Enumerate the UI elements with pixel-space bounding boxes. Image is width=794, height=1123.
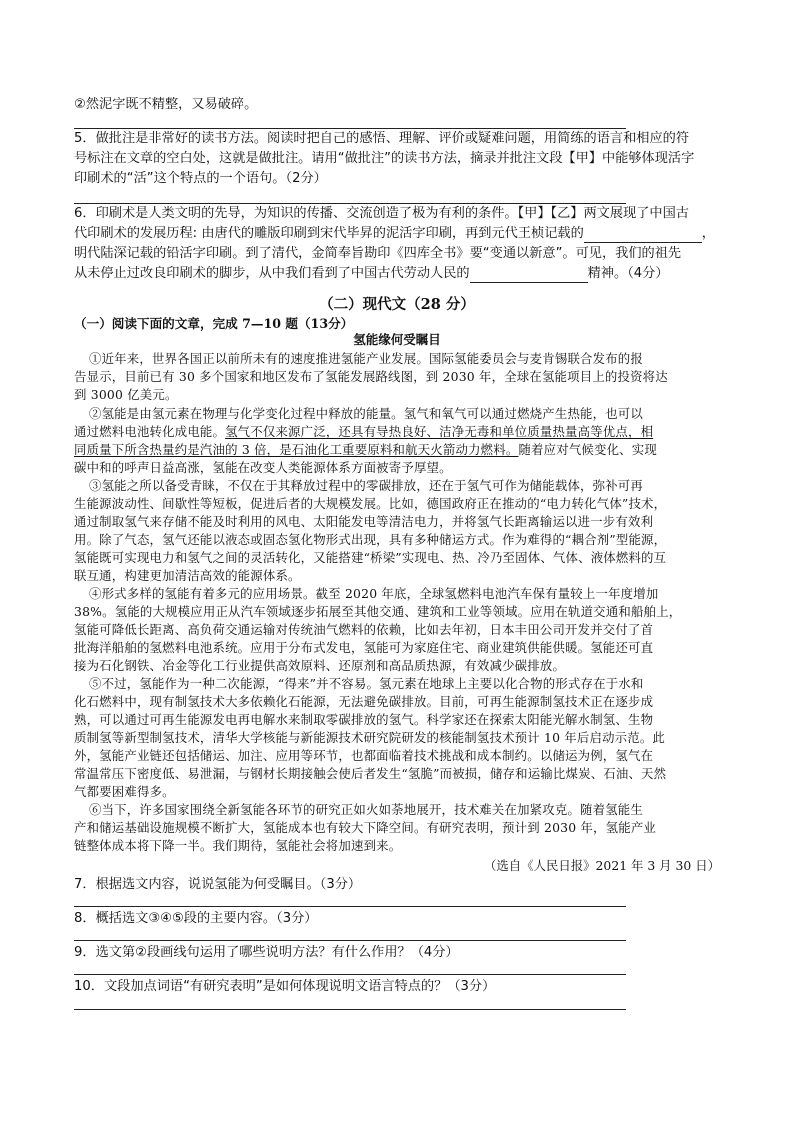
q6-line-2-end: ， — [701, 226, 715, 241]
underlined-sentence: 氢气不仅来源广泛，还具有导热良好、洁净无毒和单位质量热量高等优点，相 — [225, 424, 654, 439]
q6-line-2 — [74, 225, 715, 243]
article-p1-line: 到 3000 亿美元。 — [74, 387, 178, 402]
article-title: 氢能缘何受瞩目 — [353, 332, 441, 347]
q6-line-2-text: 代印刷术的发展历程: 由唐代的雕版印刷到宋代毕昇的泥活字印刷，再到元代王桢记载的 — [74, 226, 584, 241]
answer-rule[interactable] — [74, 906, 626, 907]
article-p3-line: 通过制取氢气来存储不能及时利用的风电、太阳能发电等清洁电力，并将氢气长距离输运以进一步有效利 — [74, 514, 654, 529]
q6-line-4 — [74, 265, 669, 283]
q6-line-3: 明代陆深记载的铅活字印刷。到了清代，金简奉旨勘印《四库全书》要“变通以新意”。可见，我们的祖先 — [74, 246, 682, 261]
q10-text: 10．文段加点词语“有研究表明”是如何体现说明文语言特点的？（3分） — [74, 979, 496, 994]
q6-line-4-end: 精神。（4分） — [587, 266, 669, 281]
article-p5-line: 化石燃料中，现有制氢技术大多依赖化石能源，无法避免碳排放。目前，可再生能源制氢技术正在逐步成 — [74, 694, 654, 709]
section-title: （二）现代文（28 分） — [319, 296, 475, 313]
article-p5-line: 外，氢能产业链还包括储运、加注、应用等环节，也都面临着技术挑战和成本制约。以储运为例，氢气在 — [74, 748, 654, 763]
article-p5-line: 常温常压下密度低、易泄漏，与钢材长期接触会使后者发生“氢脆”而被损，储存和运输比煤炭、石油、天然 — [74, 766, 667, 781]
article-p5-line: 质制氢等新型制氢技术，清华大学核能与新能源技术研究院研发的核能制氢技术预计 10 年后启动示范。此 — [74, 730, 666, 745]
article-source: （选自《人民日报》2021 年 3 月 30 日） — [484, 858, 720, 873]
article-p6-line: 产和储运基础设施规模不断扩大，氢能成本也有较大下降空间。有研究表明，预计到 2030 年，氢能产业 — [74, 820, 657, 835]
q9-text: 9．选文第②段画线句运用了哪些说明方法？有什么作用？（4分） — [74, 945, 459, 960]
answer-rule[interactable] — [74, 974, 626, 975]
article-p4-line: 氢能可降低长距离、高负荷交通运输对传统油气燃料的依赖，比如去年初，日本丰田公司开发并交付了首 — [74, 622, 654, 637]
answer-rule[interactable] — [74, 1009, 626, 1010]
answer-rule — [74, 128, 626, 129]
p2-text: 通过燃料电池转化成电能。 — [74, 424, 226, 439]
article-p2-line — [74, 423, 653, 441]
article-p4-line: 接为石化钢铁、冶金等化工行业提供高效原料、还原剂和高品质热源，有效减少碳排放。 — [74, 658, 566, 673]
article-p4-line: ④形式多样的氢能有着多元的应用场景。截至 2020 年底，全球氢燃料电池汽车保有量较上一年度增加 — [89, 586, 659, 601]
q7-text: 7．根据选文内容，说说氢能为何受瞩目。（3分） — [74, 877, 362, 892]
q5-line-3: 印刷术的“活”这个特点的一个语句。（2分） — [74, 171, 327, 186]
article-p3-line: 生能源波动性、间歇性等短板，促进后者的大规模发展。比如，德国政府正在推动的“电力转化气体”技术， — [74, 496, 667, 511]
article-p2-line: 碳中和的呼声日益高涨，氢能在改变人类能源体系方面被寄予厚望。 — [74, 460, 452, 475]
answer-rule — [74, 203, 626, 204]
article-p2-line: ②氢能是由氢元素在物理与化学变化过程中释放的能量。氢气和氧气可以通过燃烧产生热能，也可以 — [89, 406, 643, 421]
fill-blank[interactable] — [584, 228, 702, 243]
fill-blank[interactable] — [470, 268, 588, 283]
article-p4-line: 批海洋船舶的氢燃料电池系统。应用于分布式发电，氢能可为家庭住宅、商业建筑供能供暖。氢能还可直 — [74, 640, 654, 655]
article-p5-line: ⑤不过，氢能作为一种二次能源，“得来”并不容易。氢元素在地球上主要以化合物的形式存在于水和 — [89, 676, 644, 691]
section-subtitle: （一）阅读下面的文章，完成 7—10 题（13分） — [74, 316, 354, 331]
article-p2-line — [74, 441, 657, 459]
article-p5-line: 熟，可以通过可再生能源发电再电解水来制取零碳排放的氢气。科学家还在探索太阳能光解水制氢、生物 — [74, 712, 654, 727]
answer-rule[interactable] — [74, 940, 626, 941]
article-p1-line: 告显示，目前已有 30 多个国家和地区发布了氢能发展路线图，到 2030 年，全球在氢能项目上的投资将达 — [74, 369, 668, 384]
q5-line-2: 号标注在文章的空白处，这就是做批注。请用“做批注”的读书方法，摘录并批注文段【甲】中能够体现活字 — [74, 151, 695, 166]
article-p6-line: 链整体成本将下降一半。我们期待，氢能社会将加速到来。 — [74, 838, 402, 853]
article-p3-line: ③氢能之所以备受青睐，不仅在于其释放过程中的零碳排放，还在于氢气可作为储能载体，弥补可再 — [89, 478, 643, 493]
q6-line-1: 6．印刷术是人类文明的先导，为知识的传播、交流创造了极为有利的条件。【甲】【乙】两文展现了中国古 — [74, 206, 689, 221]
prev-answer-text: ②然泥字既不精整，又易破碎。 — [74, 97, 258, 112]
q6-line-4-text: 从未停止过改良印刷术的脚步，从中我们看到了中国古代劳动人民的 — [74, 266, 470, 281]
q5-line-1: 5．做批注是非常好的读书方法。阅读时把自己的感悟、理解、评价或疑难问题，用简练的语言和相应的符 — [74, 131, 690, 146]
article-p3-line: 联互通，构建更加清洁高效的能源体系。 — [74, 568, 301, 583]
underlined-sentence: 同质量下所含热量约是汽油的 3 倍，是石油化工重要原料和航天火箭动力燃料。 — [74, 442, 519, 457]
article-p4-line: 38%。氢能的大规模应用正从汽车领域逐步拓展至其他交通、建筑和工业等领域。应用在轨道交通和船舶上， — [74, 604, 682, 619]
article-p3-line: 用。除了气态，氢气还能以液态或固态氢化物形式出现，具有多种储运方式。作为难得的“耦合剂”型能源， — [74, 532, 667, 547]
article-p1-line: ①近年来，世界各国正以前所未有的速度推进氢能产业发展。国际氢能委员会与麦肯锡联合发布的报 — [89, 351, 643, 366]
p2-text: 随着应对气候变化、实现 — [518, 442, 657, 457]
article-p3-line: 氢能既可实现电力和氢气之间的灵活转化，又能搭建“桥梁”实现电、热、冷乃至固体、气体、液体燃料的互 — [74, 550, 667, 565]
article-p6-line: ⑥当下，许多国家围绕全新氢能各环节的研究正如火如荼地展开，技术难关在加紧攻克。随着氢能生 — [89, 802, 643, 817]
article-p5-line: 气都要困难得多。 — [74, 784, 175, 799]
q8-text: 8．概括选文③④⑤段的主要内容。（3分） — [74, 911, 318, 926]
